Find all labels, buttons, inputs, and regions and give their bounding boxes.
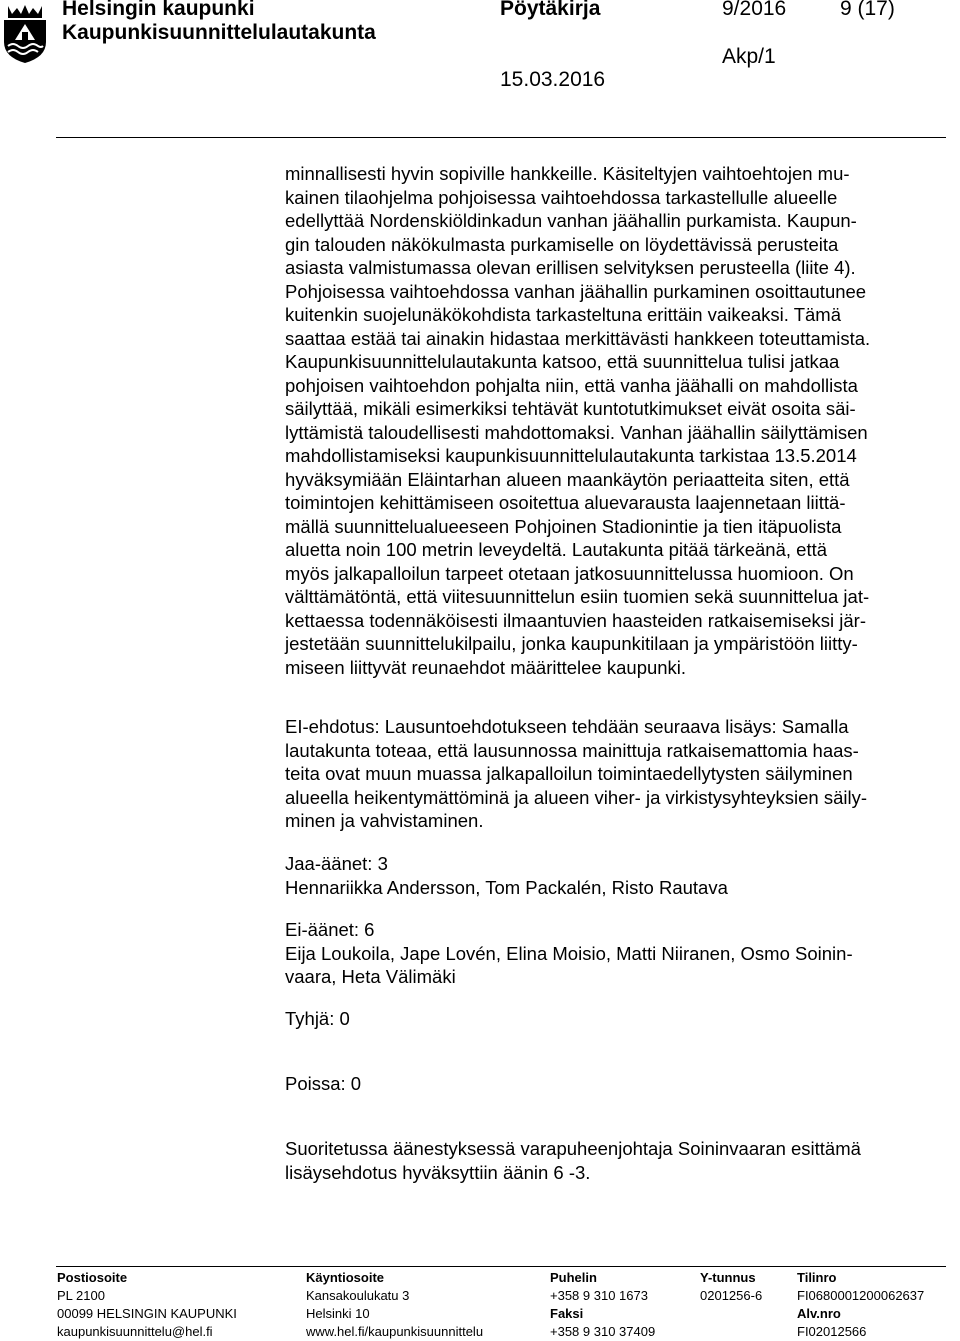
votes-no-names: vaara, Heta Välimäki: [285, 966, 456, 987]
text-line: Pohjoisessa vaihtoehdossa vanhan jäähallin purkaminen osoittautunee: [285, 280, 867, 302]
text-line: gin talouden näkökulmasta purkamiselle on löydettävissä perusteita: [285, 233, 839, 255]
paragraph-proposal: [285, 715, 945, 833]
document-type: Pöytäkirja: [500, 0, 601, 20]
meeting-date: 15.03.2016: [500, 68, 606, 91]
footer-visiting: [306, 1269, 483, 1341]
footer-label: Käyntiosoite: [306, 1270, 385, 1285]
footer-value: 0201256-6: [700, 1288, 763, 1303]
text-line: minnallisesti hyvin sopiville hankkeille. Käsiteltyjen vaihtoehtojen mu-: [285, 163, 850, 184]
votes-no: [285, 918, 945, 989]
footer-value: 00099 HELSINGIN KAUPUNKI: [57, 1306, 237, 1321]
text-line: kuitenkin suojelunäkökohdista tarkasteltuna erittäin vaikeaksi. Tämä: [285, 304, 841, 325]
votes-blank: Tyhjä: 0: [285, 1008, 350, 1029]
footer-label: Puhelin: [550, 1270, 597, 1285]
text-line: lautakunta toteaa, että lausunnossa mainittuja ratkaisemattomia haas-: [285, 739, 859, 761]
text-line: saattaa estää tai ainakin hidastaa merkittävästi hankkeen toteuttamista.: [285, 327, 871, 349]
footer-phone: [550, 1269, 655, 1341]
footer-value: +358 9 310 37409: [550, 1324, 656, 1339]
paragraph-conclusion: [285, 1137, 945, 1184]
footer-email: kaupunkisuunnittelu@hel.fi: [57, 1324, 213, 1339]
text-line: säilyttää, mikäli esimerkiksi tehtävät kuntotutkimukset eivät osoita säi-: [285, 398, 856, 419]
text-line: mällä suunnittelualueeseen Pohjoinen Stadionintie ja tien itäpuolista: [285, 515, 842, 537]
footer-account: [797, 1269, 924, 1341]
text-line: Kaupunkisuunnittelulautakunta katsoo, että suunnittelua tulisi jatkaa: [285, 351, 840, 372]
text-line: edellyttää Nordenskiöldinkadun vanhan jäähallin purkamista. Kaupun-: [285, 210, 857, 231]
votes-no-names: Eija Loukoila, Jape Lovén, Elina Moisio, Matti Niiranen, Osmo Soinin-: [285, 942, 853, 964]
text-line: mahdollistamiseksi kaupunkisuunnittelulautakunta tarkistaa 13.5.2014: [285, 445, 857, 466]
helsinki-crest-icon: [0, 2, 50, 64]
section-reference: Akp/1: [722, 45, 776, 68]
votes-yes-label: Jaa-äänet: 3: [285, 853, 388, 874]
text-line: asiasta valmistumassa olevan erillisen selvityksen perusteella (liite 4).: [285, 257, 856, 278]
footer-label: Postiosoite: [57, 1270, 128, 1285]
footer-website: www.hel.fi/kaupunkisuunnittelu: [306, 1324, 484, 1339]
text-line: hyväksymiään Eläintarhan alueen maankäytön periaatteita siten, että: [285, 468, 850, 490]
votes-yes: [285, 852, 945, 899]
text-line: kettaessa todennäköisesti ilmaantuvien haasteiden ratkaisemiseksi jär-: [285, 609, 866, 631]
text-line: minen ja vahvistaminen.: [285, 810, 484, 831]
footer-value: +358 9 310 1673: [550, 1288, 648, 1303]
votes-yes-names: Hennariikka Andersson, Tom Packalén, Risto Rautava: [285, 876, 728, 898]
paragraph-statement: [285, 162, 945, 679]
text-line: toimintojen kehittämiseen osoitettua aluevarausta laajennetaan liittä-: [285, 492, 846, 513]
text-line: lyttämistä taloudellisesti mahdottomaksi. Vanhan jäähallin säilyttämisen: [285, 421, 868, 443]
footer-label: Tilinro: [797, 1270, 837, 1285]
footer-value: FI0680001200062637: [797, 1288, 925, 1303]
footer-value: Kansakoulukatu 3: [306, 1288, 410, 1303]
document-number: 9/2016: [722, 0, 787, 20]
text-line: miseen liittyvät reunaehdot määrittelee kaupunki.: [285, 656, 687, 678]
text-line: lisäysehdotus hyväksyttiin äänin 6 -3.: [285, 1161, 591, 1183]
footer-label: Alv.nro: [797, 1306, 841, 1321]
text-line: teita ovat muun muassa jalkapalloilun toimintaedellytysten säilyminen: [285, 763, 853, 784]
text-line: kainen tilaohjelma pohjoisessa vaihtoehdossa tarkastellulle alueelle: [285, 186, 838, 208]
text-line: välttämätöntä, että viitesuunnittelun esiin tuomien sekä suunnittelua jat-: [285, 586, 870, 607]
unit-name: Kaupunkisuunnittelulautakunta: [62, 21, 376, 44]
text-line: pohjoisen vaihtoehdon pohjalta niin, että vanha jäähalli on mahdollista: [285, 374, 858, 396]
page-number: 9 (17): [840, 0, 895, 20]
text-line: Suoritetussa äänestyksessä varapuheenjohtaja Soininvaaran esittämä: [285, 1138, 861, 1159]
votes-absent: Poissa: 0: [285, 1073, 362, 1094]
footer-label: Faksi: [550, 1306, 584, 1321]
text-line: myös jalkapalloilun tarpeet otetaan jatkosuunnittelussa huomioon. On: [285, 562, 854, 584]
votes-no-label: Ei-äänet: 6: [285, 919, 375, 940]
text-line: EI-ehdotus: Lausuntoehdotukseen tehdään seuraava lisäys: Samalla: [285, 716, 849, 737]
footer-value: FI02012566: [797, 1324, 867, 1339]
text-line: jestetään suunnittelukilpailu, jonka kaupunkitilaan ja ympäristöön liitty-: [285, 633, 858, 654]
footer-business-id: [700, 1269, 762, 1305]
text-line: aluetta noin 100 metrin leveydeltä. Lautakunta pitää tärkeänä, että: [285, 539, 828, 560]
org-name: Helsingin kaupunki: [62, 0, 255, 20]
footer-label: Y-tunnus: [700, 1270, 756, 1285]
footer-value: PL 2100: [57, 1288, 105, 1303]
footer-value: Helsinki 10: [306, 1306, 370, 1321]
footer-postal: [57, 1269, 237, 1341]
text-line: alueella heikentymättöminä ja alueen viher- ja virkistysyhteyksien säily-: [285, 786, 867, 808]
footer-divider: [56, 1266, 946, 1267]
header-divider: [56, 137, 946, 138]
